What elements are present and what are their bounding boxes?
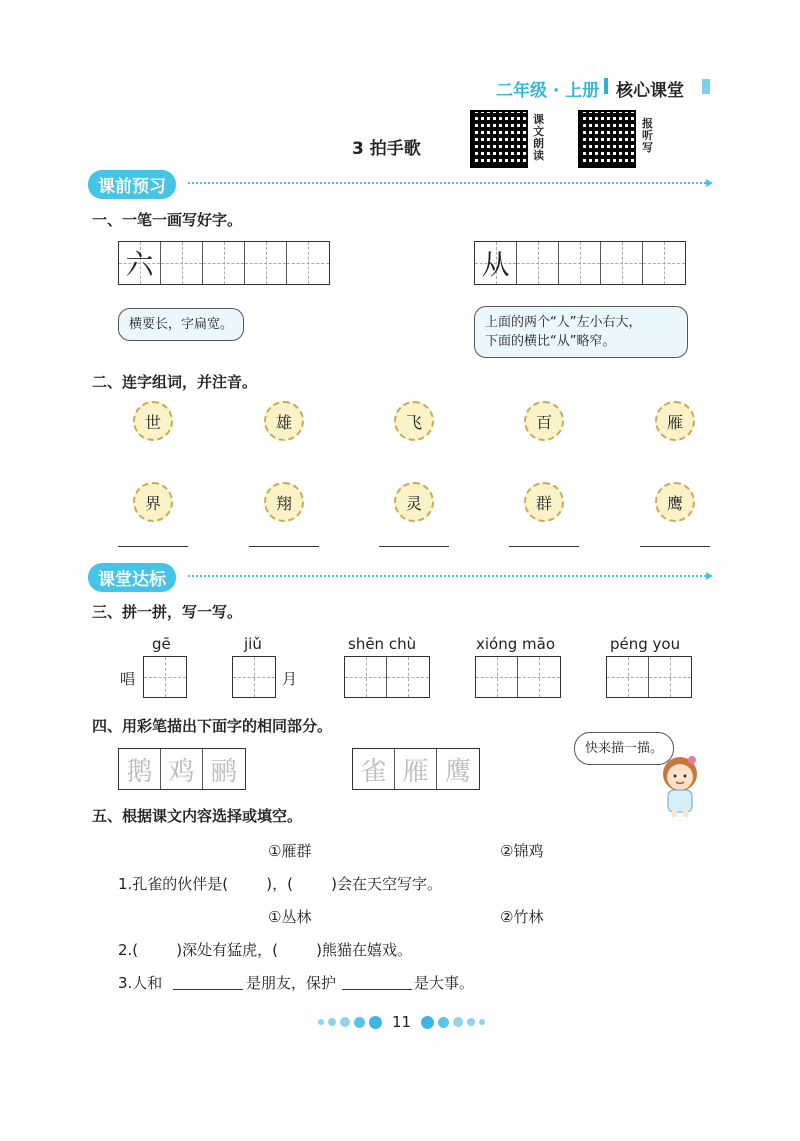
answer-line[interactable]: [249, 546, 319, 547]
question-3-title: 三、拼一拼，写一写。: [92, 603, 243, 621]
trace-char[interactable]: 鹅: [119, 749, 161, 789]
book-section: 核心课堂: [616, 81, 684, 101]
dot-icon: [369, 1016, 382, 1029]
pinyin-box-5[interactable]: [606, 656, 692, 698]
arrow-icon: [706, 179, 713, 187]
trace-group-1[interactable]: [118, 748, 246, 790]
fill-line-1: 1.孔雀的伙伴是( )，( )会在天空写字。: [118, 875, 443, 893]
trace-char[interactable]: 鹰: [444, 756, 471, 787]
dot-icon: [467, 1018, 475, 1026]
tip-bubble-1: 横要长，字扁宽。: [118, 308, 244, 341]
char-badge[interactable]: 雄: [264, 401, 304, 441]
pinyin-prompt: xióng māo: [476, 635, 555, 653]
section-classroom: 课堂达标: [88, 563, 176, 592]
writing-grid-2[interactable]: [474, 241, 686, 285]
word-prefix: 唱: [120, 670, 136, 688]
answer-line[interactable]: [379, 546, 449, 547]
dot-icon: [421, 1016, 434, 1029]
option-a[interactable]: ①雁群: [268, 842, 312, 860]
pinyin-box-4[interactable]: [475, 656, 561, 698]
dot-icon: [438, 1017, 449, 1028]
page-number: 11: [392, 1013, 412, 1031]
option-b[interactable]: ②锦鸡: [500, 842, 544, 860]
trace-group-2[interactable]: [352, 748, 480, 790]
pinyin-prompt: péng you: [610, 635, 681, 653]
pinyin-box-3[interactable]: [344, 656, 430, 698]
section-preview: 课前预习: [88, 170, 176, 199]
question-2-title: 二、连字组词，并注音。: [92, 373, 258, 391]
fill-line-2: 2.( )深处有猛虎，( )熊猫在嬉戏。: [118, 941, 413, 959]
word-suffix: 月: [282, 670, 298, 688]
char-badge[interactable]: 雁: [655, 401, 695, 441]
char-badge[interactable]: 群: [524, 482, 564, 522]
fill-line-3-mid: 是朋友，保护: [246, 974, 337, 992]
char-badge[interactable]: 鹰: [655, 482, 695, 522]
section-divider: [188, 575, 706, 577]
tip-line: 下面的横比“从”略窄。: [485, 334, 616, 349]
book-series: 二年级 · 上册: [496, 81, 600, 101]
pinyin-prompt: gē: [152, 635, 171, 653]
qr-label-dictation: 报听写: [642, 117, 653, 154]
tip-bubble-2: [474, 306, 688, 358]
question-5-title: 五、根据课文内容选择或填空。: [92, 807, 303, 825]
arrow-icon: [706, 572, 713, 580]
dot-icon: [340, 1017, 350, 1027]
char-badge[interactable]: 界: [133, 482, 173, 522]
qr-code-dictation-icon[interactable]: [578, 110, 636, 168]
answer-line[interactable]: [118, 546, 188, 547]
option-b[interactable]: ②竹林: [500, 908, 544, 926]
dot-icon: [479, 1019, 485, 1025]
dot-icon: [318, 1019, 324, 1025]
speech-bubble: 快来描一描。: [574, 732, 674, 765]
trace-char[interactable]: 雀: [353, 749, 395, 789]
tip-line: 上面的两个“人”左小右大，: [485, 315, 642, 330]
trace-char[interactable]: 雁: [395, 749, 437, 789]
char-badge[interactable]: 世: [133, 401, 173, 441]
header-divider: [604, 78, 608, 94]
model-char: 从: [481, 248, 510, 281]
char-badge[interactable]: 百: [524, 401, 564, 441]
section-divider: [188, 182, 706, 184]
answer-line[interactable]: [640, 546, 710, 547]
girl-illustration-icon: [650, 752, 710, 818]
dot-icon: [354, 1017, 365, 1028]
trace-char[interactable]: 鹂: [210, 756, 237, 787]
fill-line-3-end: 是大事。: [414, 974, 475, 992]
blank-line[interactable]: [342, 989, 412, 990]
pinyin-prompt: jiǔ: [244, 635, 262, 653]
char-badge[interactable]: 飞: [394, 401, 434, 441]
option-a[interactable]: ①丛林: [268, 908, 312, 926]
question-4-title: 四、用彩笔描出下面字的相同部分。: [92, 717, 333, 735]
trace-char[interactable]: 鸡: [161, 749, 203, 789]
pinyin-box-2[interactable]: [232, 656, 276, 698]
qr-code-reading-icon[interactable]: [470, 110, 528, 168]
qr-label-reading: 课文朗读: [533, 113, 544, 162]
dot-icon: [328, 1018, 336, 1026]
pinyin-box-1[interactable]: [143, 656, 187, 698]
lesson-title: 3 拍手歌: [352, 139, 421, 159]
pinyin-prompt: shēn chù: [348, 635, 417, 653]
answer-line[interactable]: [509, 546, 579, 547]
model-char: 六: [125, 248, 154, 281]
dot-icon: [453, 1017, 463, 1027]
page-footer: [318, 1013, 485, 1031]
blank-line[interactable]: [173, 989, 243, 990]
fill-line-3-start: 3.人和: [118, 974, 163, 992]
char-badge[interactable]: 灵: [394, 482, 434, 522]
header-accent: [702, 79, 710, 94]
question-1-title: 一、一笔一画写好字。: [92, 211, 243, 229]
writing-grid-1[interactable]: [118, 241, 330, 285]
char-badge[interactable]: 翔: [264, 482, 304, 522]
